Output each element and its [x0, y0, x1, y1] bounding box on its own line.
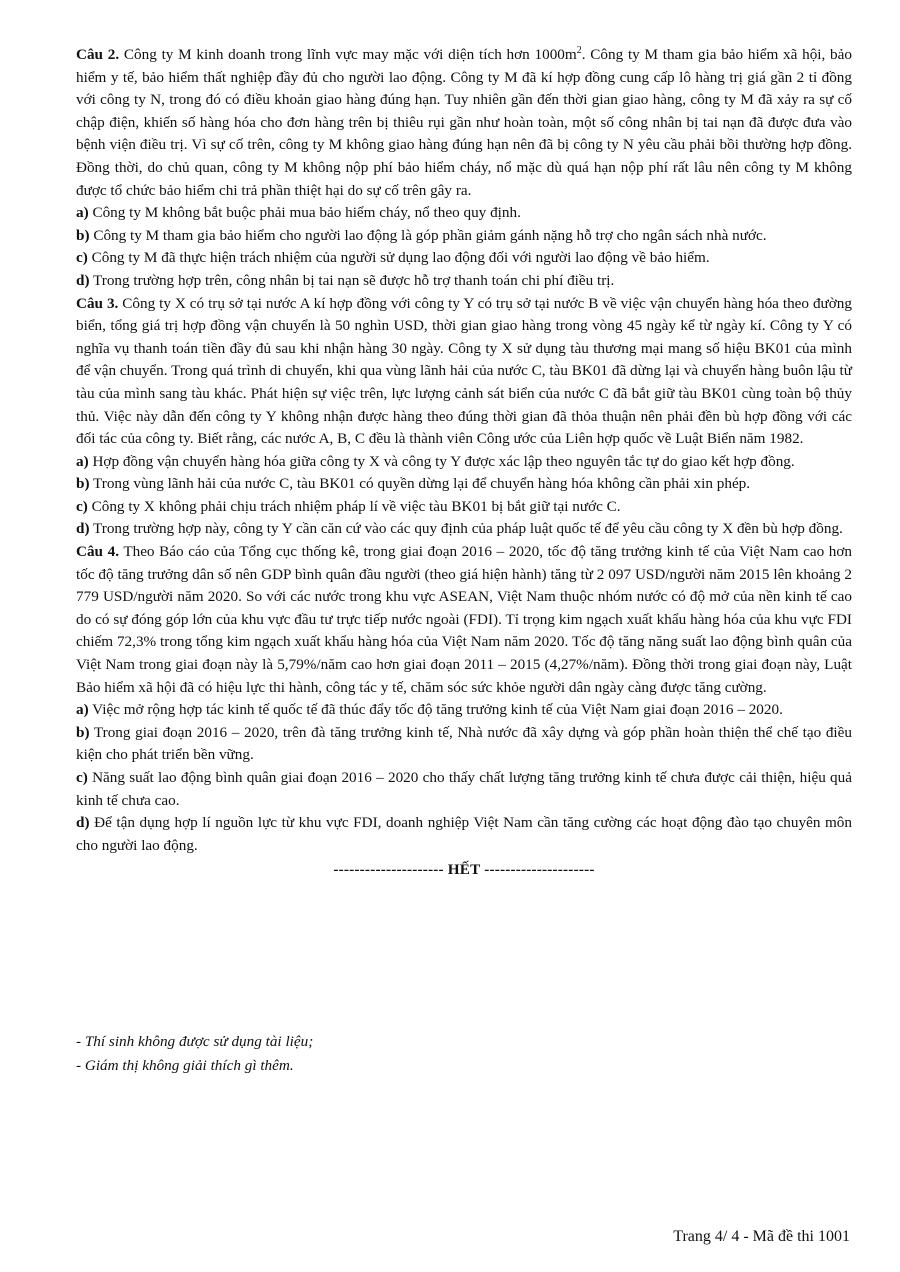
note-no-explanation: - Giám thị không giải thích gì thêm.: [76, 1057, 294, 1074]
question-2-option-c: c) Công ty M đã thực hiện trách nhiệm của người sử dụng lao động đối với người lao động về bảo hiểm.: [76, 249, 710, 267]
exam-notes: [76, 1030, 313, 1078]
question-4-option-d: d) Để tận dụng hợp lí nguồn lực từ khu vực FDI, doanh nghiệp Việt Nam cần tăng cường các hoạt động đào tạo chuyên môn cho người lao động.: [76, 814, 852, 854]
page-footer: Trang 4/ 4 - Mã đề thi 1001: [673, 1228, 850, 1245]
question-2-option-b: b) Công ty M tham gia bảo hiểm cho người lao động là góp phần giảm gánh nặng hỗ trợ cho ngân sách nhà nước.: [76, 226, 767, 244]
note-no-materials: - Thí sinh không được sử dụng tài liệu;: [76, 1033, 314, 1050]
end-marker: --------------------- HẾT ---------------------: [333, 861, 595, 879]
question-3-option-a: a) Hợp đồng vận chuyển hàng hóa giữa công ty X và công ty Y được xác lập theo nguyên tắc tự do giao kết hợp đồng.: [76, 452, 795, 470]
question-4-intro: Câu 4. Theo Báo cáo của Tổng cục thống kê, trong giai đoạn 2016 – 2020, tốc độ tăng trưởng kinh tế của Việt Nam cao hơn tốc độ tăng trưởng dân số nên GDP bình quân đầu người (theo giá hiện hành) tăng từ 2 097 USD/người năm 2015 lên khoảng 2 779 USD/người năm 2020. So với các nước trong khu vực ASEAN, Việt Nam thuộc nhóm nước có độ mở của nền kinh tế cao do có sự đóng góp lớn của khu vực đầu tư trực tiếp nước ngoài (FDI). Tỉ trọng kim ngạch xuất khẩu hàng hóa của khu vực FDI chiếm 72,3% trong tổng kim ngạch xuất khẩu hàng hóa của Việt Nam năm 2020. Tốc độ tăng năng suất lao động bình quân của Việt Nam trong giai đoạn này là 5,79%/năm cao hơn giai đoạn 2011 – 2015 (4,27%/năm). Đồng thời trong giai đoạn này, Luật Bảo hiểm xã hội đã có hiệu lực thi hành, công tác y tế, chăm sóc sức khỏe người dân ngày càng được tăng cường.: [76, 543, 852, 696]
exam-page-content: [76, 44, 852, 882]
question-4-option-a: a) Việc mở rộng hợp tác kinh tế quốc tế đã thúc đẩy tốc độ tăng trưởng kinh tế của Việt Nam giai đoạn 2016 – 2020.: [76, 701, 783, 719]
question-4-label: Câu 4.: [76, 543, 119, 561]
question-3-intro: Câu 3. Công ty X có trụ sở tại nước A kí hợp đồng với công ty Y có trụ sở tại nước B về việc vận chuyển hàng hóa theo đường biển, tổng giá trị hợp đồng vận chuyển là 50 nghìn USD, thời gian giao hàng trong vòng 45 ngày kể từ ngày kí. Công ty Y có nghĩa vụ thanh toán tiền đầy đủ sau khi nhận hàng 30 ngày. Công ty X sử dụng tàu thương mại mang số hiệu BK01 của mình để vận chuyển. Trong quá trình di chuyển, khi qua vùng lãnh hải của nước C, tàu BK01 đã dừng lại và chuyển hàng buôn lậu từ tàu của mình sang tàu khác. Phát hiện sự việc trên, lực lượng cảnh sát biển của nước C đã bắt giữ tàu BK01 cùng toàn bộ thủy thủ. Việc này dẫn đến công ty Y không nhận được hàng theo đúng thời gian đã thỏa thuận nên phải đền bù hợp đồng với các đối tác của công ty. Biết rằng, các nước A, B, C đều là thành viên Công ước của Liên hợp quốc về Luật Biển năm 1982.: [76, 294, 852, 448]
question-3-option-d: d) Trong trường hợp này, công ty Y cần căn cứ vào các quy định của pháp luật quốc tế để yêu cầu công ty X đền bù hợp đồng.: [76, 520, 843, 538]
question-2-label: Câu 2.: [76, 46, 120, 63]
question-4-option-c: c) Năng suất lao động bình quân giai đoạn 2016 – 2020 cho thấy chất lượng tăng trưởng kinh tế chưa được cải thiện, hiệu quả kinh tế chưa cao.: [76, 769, 852, 809]
question-2-option-d: d) Trong trường hợp trên, công nhân bị tai nạn sẽ được hỗ trợ thanh toán chi phí điều trị.: [76, 271, 615, 289]
question-4-option-b: b) Trong giai đoạn 2016 – 2020, trên đà tăng trưởng kinh tế, Nhà nước đã xây dựng và góp phần hoàn thiện thể chế tạo điều kiện cho phát triển bền vững.: [76, 723, 852, 764]
question-3-option-b: b) Trong vùng lãnh hải của nước C, tàu BK01 có quyền dừng lại để chuyển hàng hóa không cần phải xin phép.: [76, 475, 751, 493]
question-3-option-c: c) Công ty X không phải chịu trách nhiệm pháp lí về việc tàu BK01 bị bắt giữ tại nước C.: [76, 497, 621, 515]
question-2-intro: Câu 2. Công ty M kinh doanh trong lĩnh vực may mặc với diện tích hơn $1000m^2$. Công ty M tham gia bảo hiểm xã hội, bảo hiểm y tế, bảo hiểm thất nghiệp đầy đủ cho người lao động. Công ty M đã kí hợp đồng cung cấp lô hàng trị giá gần 2 tỉ đồng với công ty N, trong đó có điều khoản giao hàng đúng hạn. Tuy nhiên gần đến thời gian giao hàng, công ty M đã xảy ra sự cố chập điện, khiến số hàng hóa cho đơn hàng trên bị thiêu rụi gần như hoàn toàn, một số công nhân bị tai nạn đã được đưa vào bệnh viện điều trị. Vì sự cố trên, công ty M không giao hàng đúng hạn nên đã bị công ty N yêu cầu phải bồi thường hợp đồng. Đồng thời, do chủ quan, công ty M không nộp phí bảo hiểm cháy, nổ mặc dù quá hạn nộp phí rất lâu nên công ty M không được tổ chức bảo hiểm chi trả phần thiệt hại do sự cố trên gây ra.: [76, 44, 852, 199]
question-3-label: Câu 3.: [76, 294, 119, 312]
question-2-option-a: a) Công ty M không bắt buộc phải mua bảo hiểm cháy, nổ theo quy định.: [76, 204, 521, 222]
